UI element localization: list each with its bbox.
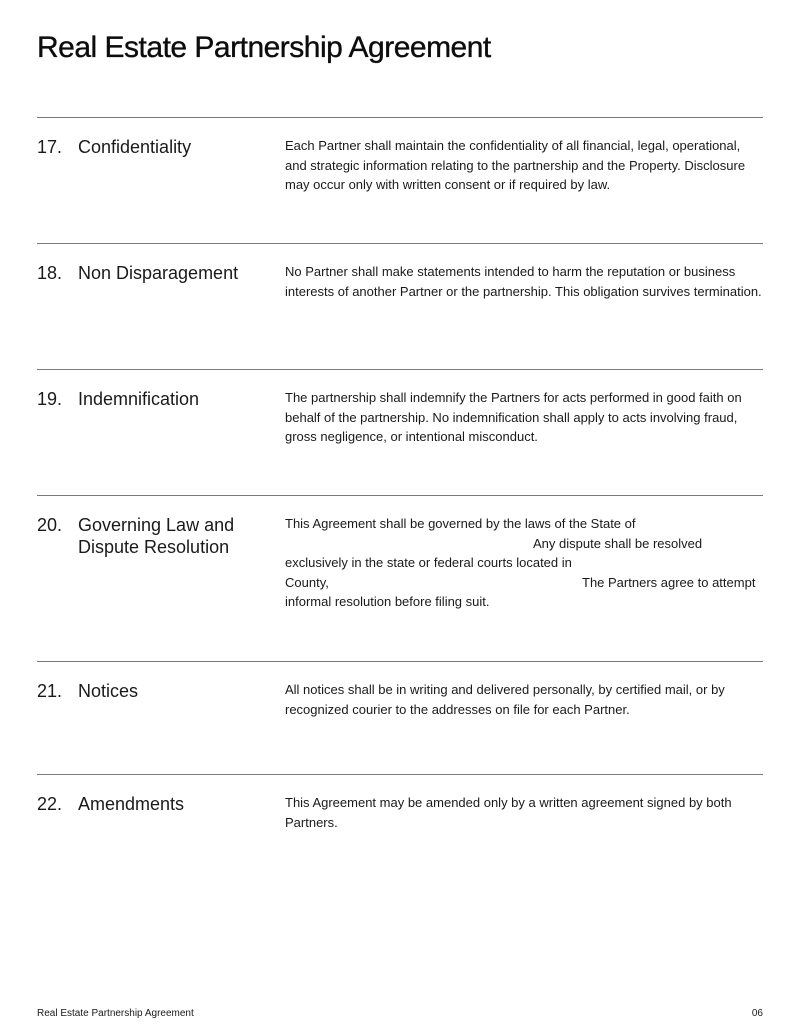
footer-document-title: Real Estate Partnership Agreement xyxy=(37,1008,194,1019)
section-number: 21. xyxy=(37,681,63,701)
section-non-disparagement xyxy=(37,243,763,370)
text-line xyxy=(285,592,763,612)
section-body xyxy=(285,262,763,301)
section-number: 20. xyxy=(37,515,63,535)
section-number: 19. xyxy=(37,389,63,409)
text-fragment: Any dispute shall be resolved xyxy=(533,535,703,551)
section-title: Indemnification xyxy=(78,389,200,409)
section-title: Confidentiality xyxy=(78,137,192,157)
text-line xyxy=(285,534,763,554)
section-governing-law xyxy=(37,495,763,662)
section-confidentiality xyxy=(37,117,763,244)
section-text: This Agreement may be amended only by a written agreement signed by both Partners. xyxy=(285,795,732,830)
text-line xyxy=(285,553,763,573)
section-title: Governing Law and Dispute Resolution xyxy=(78,515,235,557)
section-number: 22. xyxy=(37,794,63,814)
text-fragment: exclusively in the state or federal courts located in xyxy=(285,555,572,571)
text-fragment: This Agreement shall be governed by the laws of the State of xyxy=(285,516,636,531)
section-body xyxy=(285,680,763,719)
section-amendments xyxy=(37,774,763,875)
section-text: No Partner shall make statements intended to harm the reputation or business interests of another Partner or the partnership. This obligation survives termination. xyxy=(285,264,762,299)
text-fragment: informal resolution before filing suit. xyxy=(285,594,490,610)
section-text: All notices shall be in writing and delivered personally, by certified mail, or by recognized courier to the addresses on file for each Partner. xyxy=(285,682,725,717)
text-line xyxy=(285,514,763,534)
text-fragment: County, xyxy=(285,574,329,590)
section-text: Each Partner shall maintain the confidentiality of all financial, legal, operational, and strategic information relating to the partnership and the Property. Disclosure may occur only with written consent or if required by law. xyxy=(285,138,746,193)
footer-page-number: 06 xyxy=(751,1008,763,1019)
section-title: Notices xyxy=(78,681,139,701)
section-title: Amendments xyxy=(78,794,185,814)
section-number: 17. xyxy=(37,137,63,157)
section-indemnification xyxy=(37,369,763,496)
section-body xyxy=(285,388,763,447)
section-number: 18. xyxy=(37,263,63,283)
document-title: Real Estate Partnership Agreement xyxy=(37,31,491,64)
section-text: The partnership shall indemnify the Partners for acts performed in good faith on behalf of the partnership. No indemnification shall apply to acts involving fraud, gross negligence, or intentional misconduct. xyxy=(285,390,742,445)
text-line xyxy=(285,573,763,593)
section-body xyxy=(285,793,763,832)
text-fragment: The Partners agree to attempt xyxy=(582,574,756,590)
section-title: Non Disparagement xyxy=(78,263,239,283)
section-body xyxy=(285,136,763,195)
section-notices xyxy=(37,661,763,775)
section-body xyxy=(285,514,763,612)
